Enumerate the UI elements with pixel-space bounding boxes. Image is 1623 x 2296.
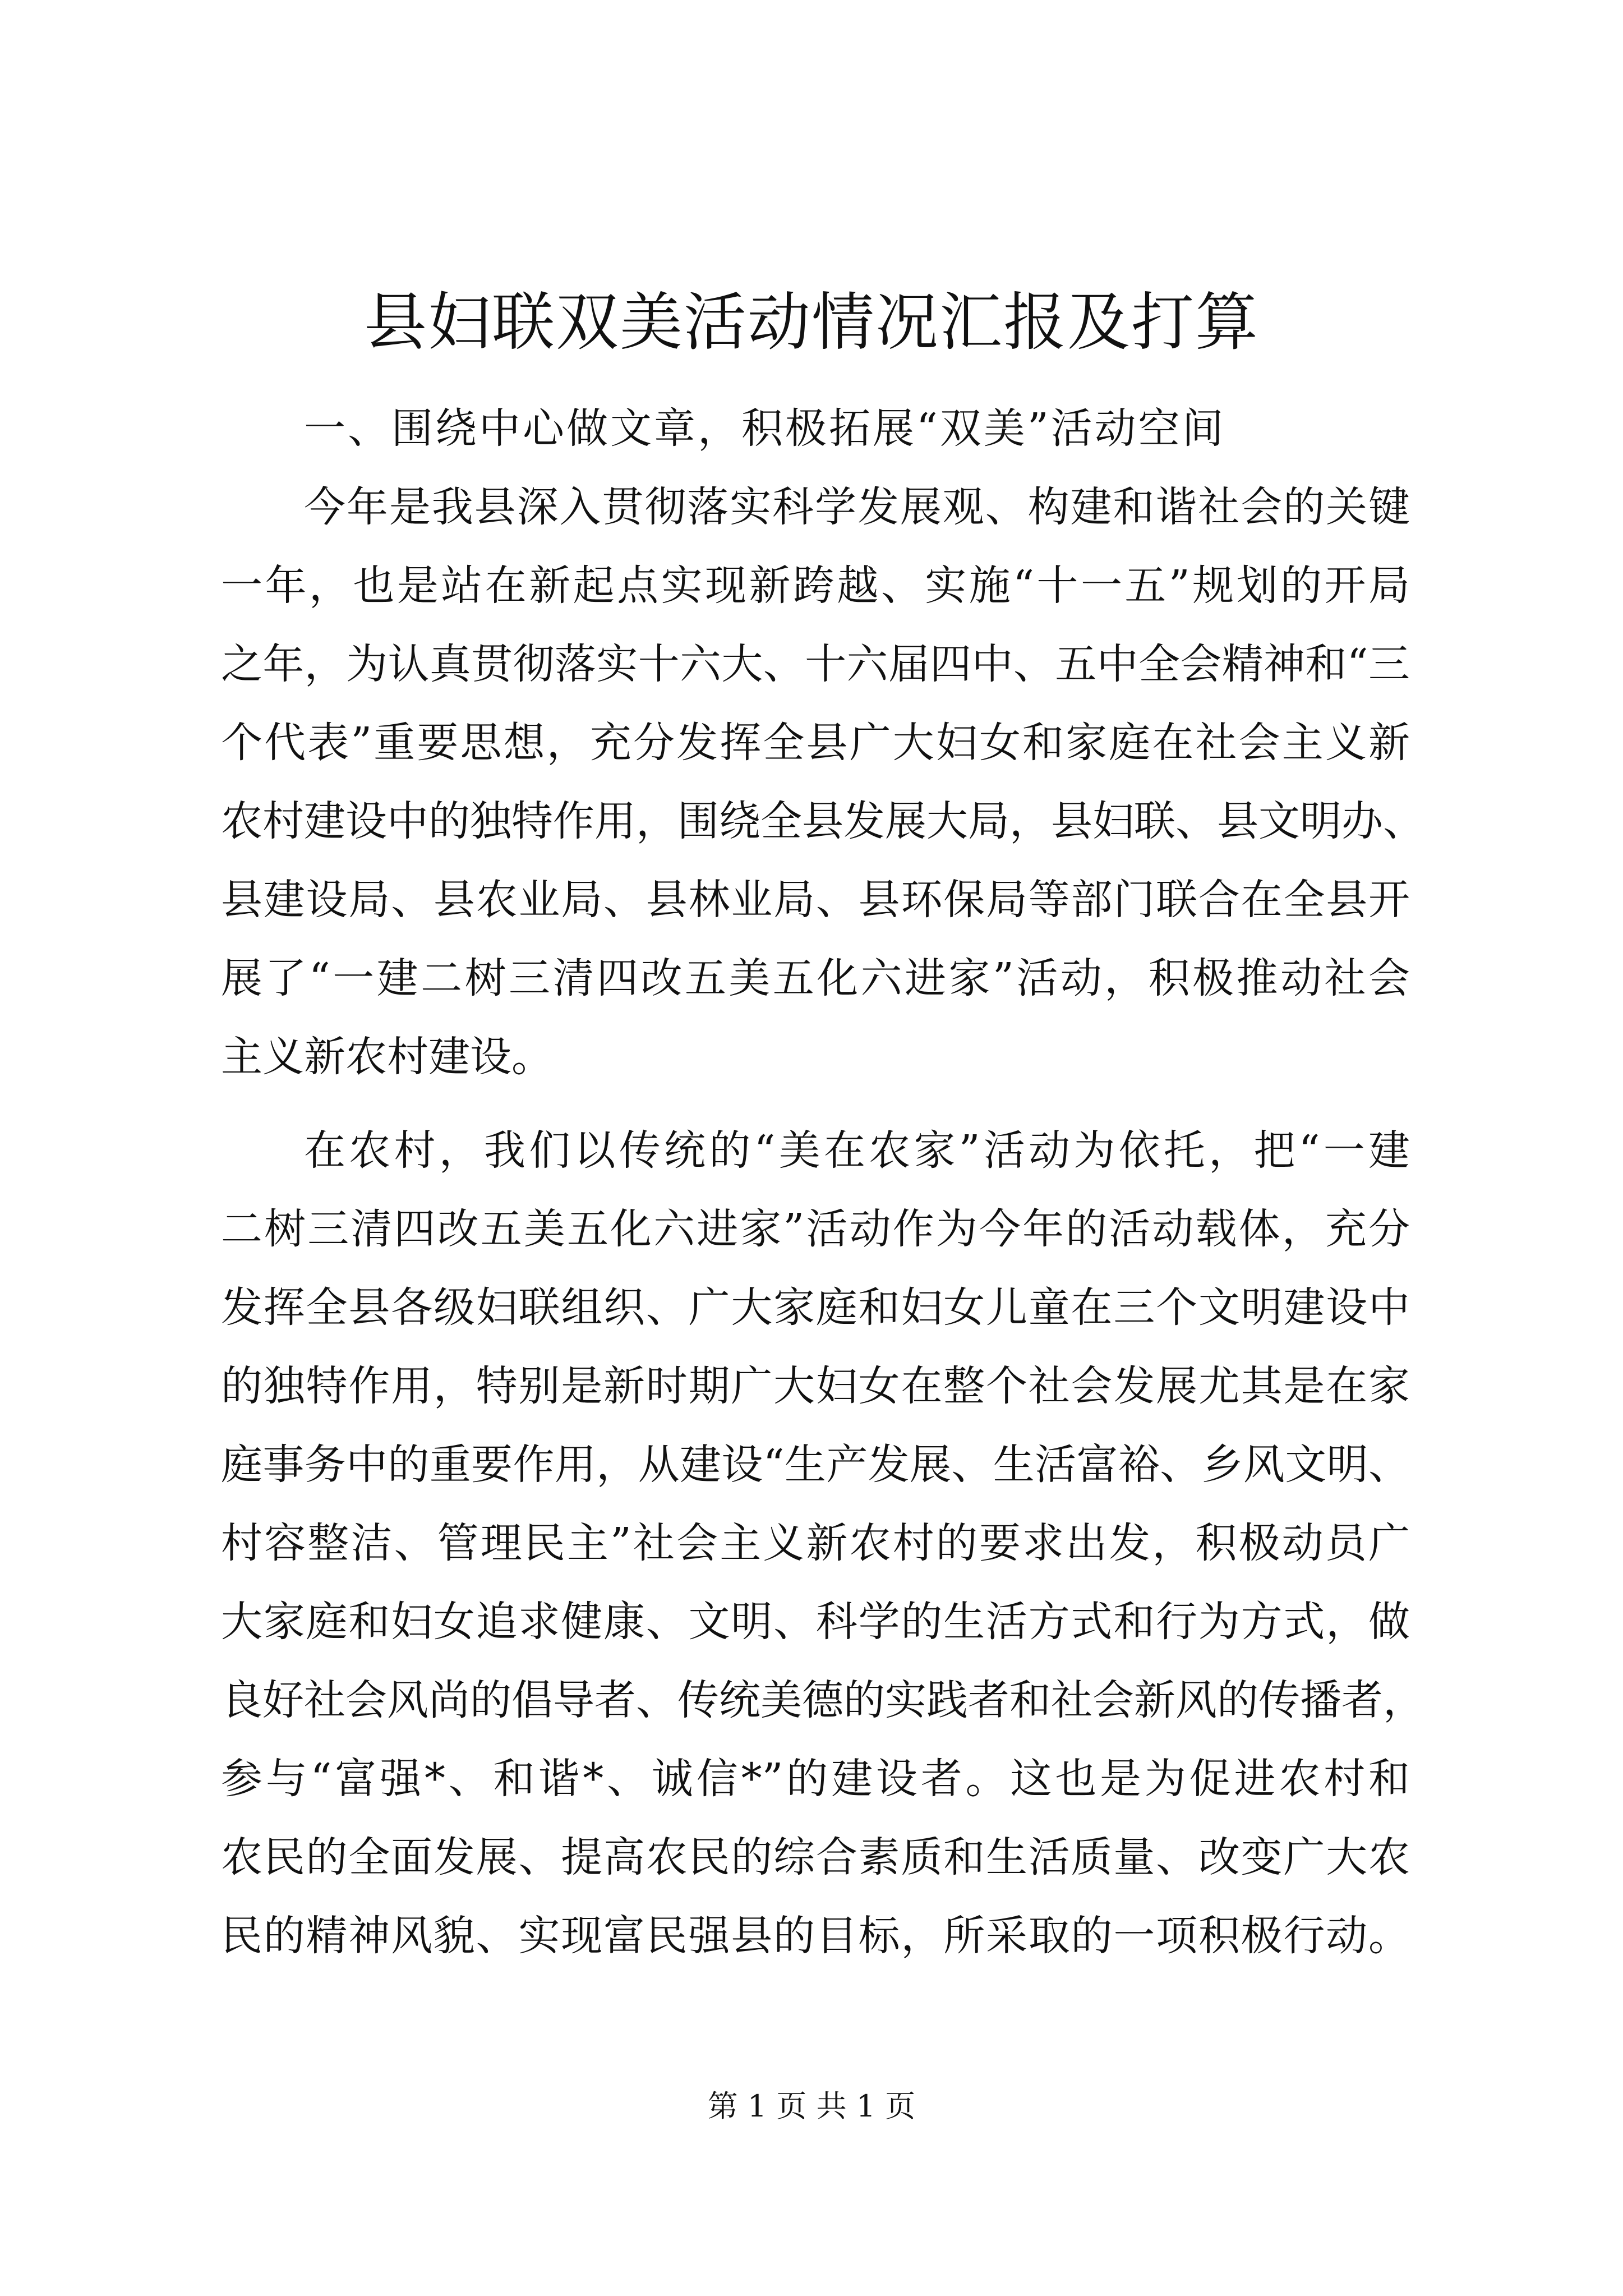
paragraph-2 [221, 1111, 1424, 1975]
paragraph-line: 大家庭和妇女追求健康、文明、科学的生活方式和行为方式，做 [221, 1598, 1410, 1646]
paragraph-line: 在农村，我们以传统的“美在农家”活动为依托，把“一建 [304, 1126, 1410, 1175]
paragraph-line: 县建设局、县农业局、县林业局、县环保局等部门联合在全县开 [221, 876, 1410, 924]
paragraph-line: 二树三清四改五美五化六进家”活动作为今年的活动载体，充分 [221, 1205, 1410, 1253]
paragraph-1 [221, 468, 1424, 1096]
section-heading: 一、围绕中心做文章，积极拓展“双美”活动空间 [304, 404, 1226, 453]
paragraph-line: 个代表”重要思想，充分发挥全县广大妇女和家庭在社会主义新 [221, 719, 1410, 767]
paragraph-line: 参与“富强*、和谐*、诚信*”的建设者。这也是为促进农村和 [221, 1755, 1410, 1803]
paragraph-line: 展了“一建二树三清四改五美五化六进家”活动，积极推动社会 [221, 954, 1410, 1002]
paragraph-line: 之年，为认真贯彻落实十六大、十六届四中、五中全会精神和“三 [221, 640, 1410, 688]
paragraph-line: 村容整洁、管理民主”社会主义新农村的要求出发，积极动员广 [221, 1519, 1410, 1567]
paragraph-line: 庭事务中的重要作用，从建设“生产发展、生活富裕、乡风文明、 [221, 1441, 1410, 1489]
page-number-footer: 第 1 页 共 1 页 [707, 2088, 916, 2124]
paragraph-line: 农村建设中的独特作用，围绕全县发展大局，县妇联、县文明办、 [221, 797, 1424, 845]
paragraph-line: 民的精神风貌、实现富民强县的目标，所采取的一项积极行动。 [221, 1912, 1410, 1960]
document-title: 县妇联双美活动情况汇报及打算 [364, 286, 1259, 359]
paragraph-line: 农民的全面发展、提高农民的综合素质和生活质量、改变广大农 [221, 1833, 1410, 1881]
paragraph-line: 今年是我县深入贯彻落实科学发展观、构建和谐社会的关键 [304, 483, 1410, 531]
document-body [221, 389, 1424, 1975]
paragraph-line: 的独特作用，特别是新时期广大妇女在整个社会发展尤其是在家 [221, 1362, 1410, 1410]
paragraph-line: 主义新农村建设。 [221, 1033, 553, 1081]
paragraph-line: 发挥全县各级妇联组织、广大家庭和妇女儿童在三个文明建设中 [221, 1283, 1410, 1332]
paragraph-spacer [221, 1096, 1410, 1111]
paragraph-line: 一年，也是站在新起点实现新跨越、实施“十一五”规划的开局 [221, 562, 1410, 610]
paragraph-line: 良好社会风尚的倡导者、传统美德的实践者和社会新风的传播者， [221, 1676, 1424, 1724]
